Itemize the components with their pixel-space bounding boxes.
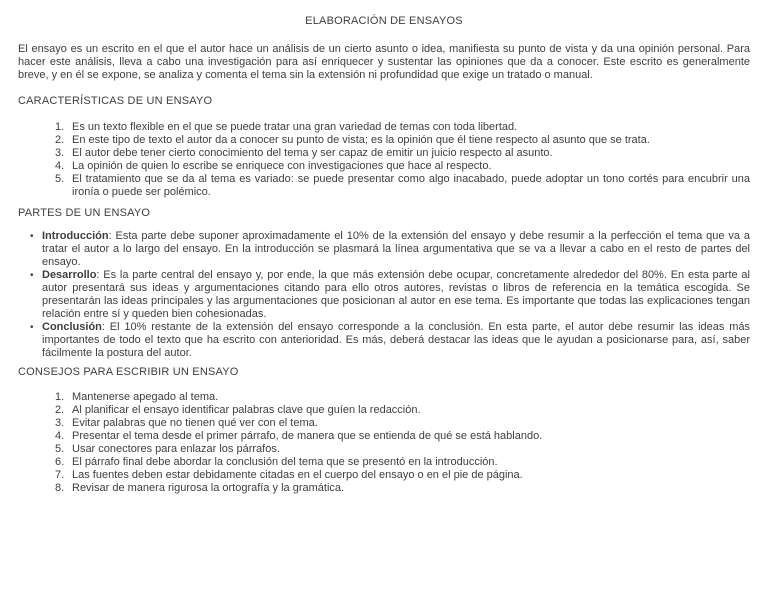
list-item xyxy=(55,404,750,417)
list-item xyxy=(55,173,750,199)
list-item-number: 7. xyxy=(55,469,65,481)
list-item-number: 4. xyxy=(55,160,65,172)
section-heading-caracteristicas: CARACTERÍSTICAS DE UN ENSAYO xyxy=(18,95,213,107)
list-item xyxy=(55,391,750,404)
list-item xyxy=(55,121,750,134)
list-item-number: 2. xyxy=(55,134,65,146)
list-item-text: Al planificar el ensayo identificar palabras clave que guíen la redacción. xyxy=(72,404,421,416)
section-heading-consejos: CONSEJOS PARA ESCRIBIR UN ENSAYO xyxy=(18,366,239,378)
part-term: Introducción xyxy=(42,230,109,242)
list-item-text: Revisar de manera rigurosa la ortografía y la gramática. xyxy=(72,482,345,494)
list-item xyxy=(30,321,750,360)
parts-list xyxy=(30,230,750,360)
list-item-text: El autor debe tener cierto conocimiento del tema y ser capaz de emitir un juicio respecto al asunto. xyxy=(72,147,553,159)
part-term: Desarrollo xyxy=(42,269,97,281)
part-description: : Es la parte central del ensayo y, por ende, la que más extensión debe ocupar, concretamente alrededor del 80%. En esta parte al autor presentará sus ideas y argumentaciones citando para ello otros autores, revistas o libros de referencia en la temática escogida. Se presentarán las ideas principales y las argumentaciones que posicionan al autor en ese tema. Es importante que todas las explicaciones tengan relación entre sí y queden bien cohesionadas. xyxy=(42,269,750,320)
list-item xyxy=(55,160,750,173)
list-item xyxy=(55,482,750,495)
list-item-text xyxy=(42,269,750,321)
list-item-text: Usar conectores para enlazar los párrafos. xyxy=(72,443,280,455)
list-item xyxy=(55,417,750,430)
bullet-icon: • xyxy=(30,270,34,281)
list-item-number: 8. xyxy=(55,482,65,494)
list-item xyxy=(30,230,750,269)
list-item-text: Las fuentes deben estar debidamente citadas en el cuerpo del ensayo o en el pie de página. xyxy=(72,469,523,481)
list-item xyxy=(55,134,750,147)
list-item-text xyxy=(42,321,750,360)
list-item-number: 6. xyxy=(55,456,65,468)
list-item xyxy=(55,456,750,469)
document-title: ELABORACIÓN DE ENSAYOS xyxy=(305,15,463,27)
bullet-icon: • xyxy=(30,231,34,242)
list-item-number: 5. xyxy=(55,443,65,455)
list-item-number: 2. xyxy=(55,404,65,416)
list-item-number: 3. xyxy=(55,417,65,429)
list-item xyxy=(30,269,750,321)
list-item xyxy=(55,469,750,482)
list-item xyxy=(55,430,750,443)
tips-list xyxy=(55,391,750,495)
list-item-text: Mantenerse apegado al tema. xyxy=(72,391,219,403)
list-item-text xyxy=(42,230,750,269)
section-heading-partes: PARTES DE UN ENSAYO xyxy=(18,207,151,219)
list-item-number: 5. xyxy=(55,173,65,185)
part-term: Conclusión xyxy=(42,321,102,333)
list-item-text: El párrafo final debe abordar la conclusión del tema que se presentó en la introducción. xyxy=(72,456,498,468)
list-item xyxy=(55,147,750,160)
list-item-text: La opinión de quien lo escribe se enriquece con investigaciones que hace al respecto. xyxy=(72,160,492,172)
intro-paragraph: El ensayo es un escrito en el que el autor hace un análisis de un cierto asunto o idea, manifiesta su punto de vista y da una opinión personal. Para hacer este análisis, lleva a cabo una investigación para así enriquecer y sustentar las opiniones que da a conocer. Este escrito es generalmente breve, y en él se expone, se analiza y comenta el tema sin la extensión ni profundidad que exige un tratado o manual. xyxy=(18,43,750,81)
characteristics-list xyxy=(55,121,750,199)
list-item-number: 3. xyxy=(55,147,65,159)
list-item-text: En este tipo de texto el autor da a conocer su punto de vista; es la opinión que él tiene respecto al asunto que se trata. xyxy=(72,134,650,146)
list-item xyxy=(55,443,750,456)
list-item-number: 4. xyxy=(55,430,65,442)
list-item-text: Evitar palabras que no tienen qué ver con el tema. xyxy=(72,417,318,429)
list-item-number: 1. xyxy=(55,121,65,133)
list-item-number: 1. xyxy=(55,391,65,403)
bullet-icon: • xyxy=(30,322,34,333)
list-item-text: Es un texto flexible en el que se puede tratar una gran variedad de temas con toda libertad. xyxy=(72,121,518,133)
part-description: : Esta parte debe suponer aproximadamente el 10% de la extensión del ensayo y debe resumir a la perfección el tema que va a tratar el autor a lo largo del ensayo. En la introducción se plasmará la línea argumentativa que se va a llevar a cabo en el resto de partes del ensayo. xyxy=(42,230,750,268)
part-description: : El 10% restante de la extensión del ensayo corresponde a la conclusión. En esta parte, el autor debe resumir las ideas más importantes de todo el texto que ha escrito con anterioridad. Es más, deberá destacar las ideas que le ayudan a posicionarse para, así, saber fácilmente la postura del autor. xyxy=(42,321,750,359)
list-item-text: Presentar el tema desde el primer párrafo, de manera que se entienda de qué se está hablando. xyxy=(72,430,543,442)
list-item-text: El tratamiento que se da al tema es variado: se puede presentar como algo inacabado, puede adoptar un tono cortés para encubrir una ironía o puede ser polémico. xyxy=(72,173,750,198)
